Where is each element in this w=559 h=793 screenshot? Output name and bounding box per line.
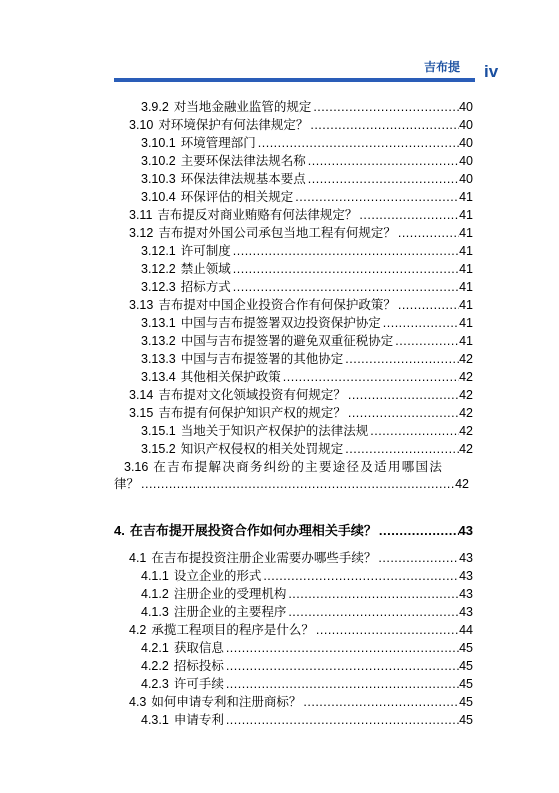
toc-entry-title: 对当地金融业监管的规定 [173,100,312,114]
toc-entry-page: 45 [459,695,473,709]
toc-entry-page: 43 [459,605,473,619]
toc-entry-title: 知识产权侵权的相关处罚规定 [180,442,344,456]
toc-entry-number: 4.2.1 [141,641,169,655]
toc-entry-wrapped[interactable] [114,459,473,493]
header-title: 吉布提 [423,60,460,74]
toc-entry[interactable] [141,279,473,296]
toc-leader-dots [288,604,459,621]
toc-entry-number: 4.2 [129,623,147,637]
toc-entry-page: 41 [459,298,473,312]
toc-entry-title: 如何申请专利和注册商标？ [151,695,302,709]
toc-entry-number: 3.13 [129,298,154,312]
toc-entry-number: 3.10.3 [141,172,176,186]
toc-entry-title: 招标方式 [180,280,231,294]
toc-leader-dots [233,261,459,278]
toc-entry-title: 许可手续 [173,677,224,691]
toc-entry-title: 环保法律法规基本要点 [180,172,306,186]
toc-entry-page: 43 [459,551,473,565]
toc-entry[interactable] [141,640,473,657]
toc-entry-title: 许可制度 [180,244,231,258]
toc-leader-dots [378,550,459,567]
toc-entry-number: 4.2.2 [141,659,169,673]
toc-entry-number: 3.10.4 [141,190,176,204]
toc-entry-number: 3.16 [124,460,149,474]
toc-entry[interactable] [129,694,473,711]
toc-leader-dots [308,171,459,188]
toc-entry-title: 吉布提有何保护知识产权的规定？ [158,406,346,420]
toc-leader-dots [226,676,459,693]
toc-entry-title: 注册企业的主要程序 [173,605,287,619]
toc-entry-page: 42 [459,352,473,366]
toc-entry[interactable] [141,369,473,386]
header-rule [114,78,475,82]
toc-chapter-title: 在吉布提开展投资合作如何办理相关手续？ [129,523,377,538]
toc-chapter-number: 4. [114,523,125,538]
toc-entry-number: 3.11 [129,208,153,222]
toc-entry[interactable] [129,622,473,639]
toc-entry-number: 4.2.3 [141,677,169,691]
toc-entry[interactable] [141,99,473,116]
toc-entry-title: 主要环保法律法规名称 [180,154,306,168]
toc-leader-dots [398,225,459,242]
toc-entry-number: 4.1 [129,551,147,565]
toc-entry-title: 吉布提对外国公司承包当地工程有何规定？ [158,226,396,240]
toc-entry-page: 42 [459,388,473,402]
toc-entry-page: 40 [459,172,473,186]
toc-entry-number: 3.13.2 [141,334,176,348]
toc-entry[interactable] [141,568,473,585]
toc-leader-dots [141,476,455,493]
toc-entry[interactable] [141,315,473,332]
toc-entry-page: 41 [459,280,473,294]
toc-entry-page: 41 [459,226,473,240]
toc-entry[interactable] [129,297,473,314]
toc-entry-page: 43 [459,569,473,583]
toc-entry-number: 4.3 [129,695,147,709]
toc-entry-page: 43 [459,587,473,601]
toc-leader-dots [295,189,459,206]
toc-leader-dots [370,423,459,440]
toc-entry-number: 3.15.1 [141,424,176,438]
toc-entry-title: 注册企业的受理机构 [173,587,287,601]
toc-leader-dots [308,153,459,170]
toc-entry-page: 40 [459,100,473,114]
toc-entry[interactable] [141,441,473,458]
toc-entry-page: 42 [459,424,473,438]
page-number: iv [484,62,499,81]
toc-leader-dots [383,315,459,332]
toc-entry-title: 环保评估的相关规定 [180,190,294,204]
toc-entry-title: 环境管理部门 [180,136,256,150]
toc-entry-page: 41 [459,190,473,204]
toc-entry-title: 其他相关保护政策 [180,370,281,384]
toc-entry[interactable] [129,550,473,567]
toc-entry-page: 42 [459,370,473,384]
toc-leader-dots [316,622,459,639]
toc-entry-page: 41 [459,244,473,258]
toc-entry-page: 40 [459,136,473,150]
toc-entry-title: 中国与吉布提签署双边投资保护协定 [180,316,381,330]
toc-leader-dots [359,207,459,224]
toc-entry-number: 3.10 [129,118,154,132]
toc-entry-page: 41 [459,208,473,222]
toc-entry[interactable] [141,243,473,260]
toc-entry[interactable] [141,153,473,170]
toc-leader-dots [379,522,459,539]
toc-entry-number: 3.12.2 [141,262,176,276]
toc-entry-title: 在吉布提解决商务纠纷的主要途径及适用哪国法 [153,460,444,474]
toc-leader-dots [345,351,459,368]
toc-entry[interactable] [141,135,473,152]
toc-entry-title: 招标投标 [173,659,224,673]
toc-entry-number: 4.3.1 [141,713,169,727]
toc-entry-page: 44 [459,623,473,637]
toc-leader-dots [233,243,459,260]
toc-entry-page: 41 [459,316,473,330]
toc-entry[interactable] [141,189,473,206]
toc-leader-dots [226,712,459,729]
toc-entry-title: 中国与吉布提签署的避免双重征税协定 [180,334,394,348]
toc-entry[interactable] [141,261,473,278]
toc-leader-dots [263,568,459,585]
toc-entry-number: 3.12.1 [141,244,176,258]
toc-entry-number: 4.1.3 [141,605,169,619]
toc-entry-page: 45 [459,641,473,655]
toc-entry-number: 3.10.2 [141,154,176,168]
toc-entry[interactable] [141,712,473,729]
toc-entry-page: 42 [459,406,473,420]
toc-entry[interactable] [141,604,473,621]
toc-entry-page: 45 [459,659,473,673]
toc-entry-number: 3.15.2 [141,442,176,456]
toc-leader-dots [398,297,459,314]
toc-entry[interactable] [129,405,473,422]
toc-entry[interactable] [141,658,473,675]
toc-entry-number: 3.13.1 [141,316,176,330]
toc-entry-page: 40 [459,118,473,132]
toc-leader-dots [288,586,459,603]
toc-entry-page: 40 [459,154,473,168]
toc-leader-dots [313,99,459,116]
toc-leader-dots [395,333,459,350]
toc-entry[interactable] [141,333,473,350]
toc-entry-title: 当地关于知识产权保护的法律法规 [180,424,369,438]
toc-leader-dots [345,441,459,458]
toc-entry[interactable] [141,171,473,188]
toc-entry-page: 41 [459,262,473,276]
toc-entry-number: 3.12.3 [141,280,176,294]
toc-chapter-heading[interactable] [114,522,473,539]
toc-entry-number: 3.14 [129,388,154,402]
toc-entry[interactable] [141,423,473,440]
toc-entry-page: 42 [455,477,469,491]
toc-entry-title: 吉布提对文化领域投资有何规定？ [158,388,346,402]
toc-entry-number: 4.1.2 [141,587,169,601]
toc-entry-title: 承揽工程项目的程序是什么？ [151,623,314,637]
toc-entry-number: 4.1.1 [141,569,169,583]
toc-leader-dots [226,658,459,675]
toc-entry-page: 41 [459,334,473,348]
toc-leader-dots [233,279,459,296]
toc-entry-number: 3.15 [129,406,154,420]
toc-entry[interactable] [141,586,473,603]
toc-entry-title-continued: 律？ [114,477,140,491]
toc-entry[interactable] [141,351,473,368]
toc-entry-title: 吉布提对中国企业投资合作有何保护政策？ [158,298,396,312]
toc-entry-title: 在吉布提投资注册企业需要办哪些手续？ [151,551,377,565]
toc-entry-title: 申请专利 [173,713,224,727]
toc-leader-dots [348,405,459,422]
toc-entry[interactable] [129,117,473,134]
toc-entry[interactable] [129,207,473,224]
toc-entry-title: 设立企业的形式 [173,569,262,583]
toc-entry[interactable] [141,676,473,693]
toc-entry-title: 获取信息 [173,641,224,655]
toc-leader-dots [258,135,459,152]
toc-entry-title: 吉布提反对商业贿赂有何法律规定？ [157,208,358,222]
toc-entry[interactable] [129,387,473,404]
toc-entry[interactable] [129,225,473,242]
toc-entry-number: 3.12 [129,226,154,240]
toc-leader-dots [226,640,459,657]
toc-entry-title: 禁止领域 [180,262,231,276]
toc-leader-dots [303,694,459,711]
toc-entry-title: 对环境保护有何法律规定？ [158,118,309,132]
toc-chapter-page: 43 [458,523,473,538]
toc-entry-page: 45 [459,713,473,727]
toc-entry-page: 45 [459,677,473,691]
toc-entry-number: 3.10.1 [141,136,176,150]
toc-entry-number: 3.13.3 [141,352,176,366]
toc-entry-number: 3.13.4 [141,370,176,384]
toc-entry-page: 42 [459,442,473,456]
toc-entry-number: 3.9.2 [141,100,169,114]
toc-entry-title: 中国与吉布提签署的其他协定 [180,352,344,366]
toc-leader-dots [348,387,459,404]
toc-leader-dots [283,369,459,386]
toc-leader-dots [310,117,459,134]
